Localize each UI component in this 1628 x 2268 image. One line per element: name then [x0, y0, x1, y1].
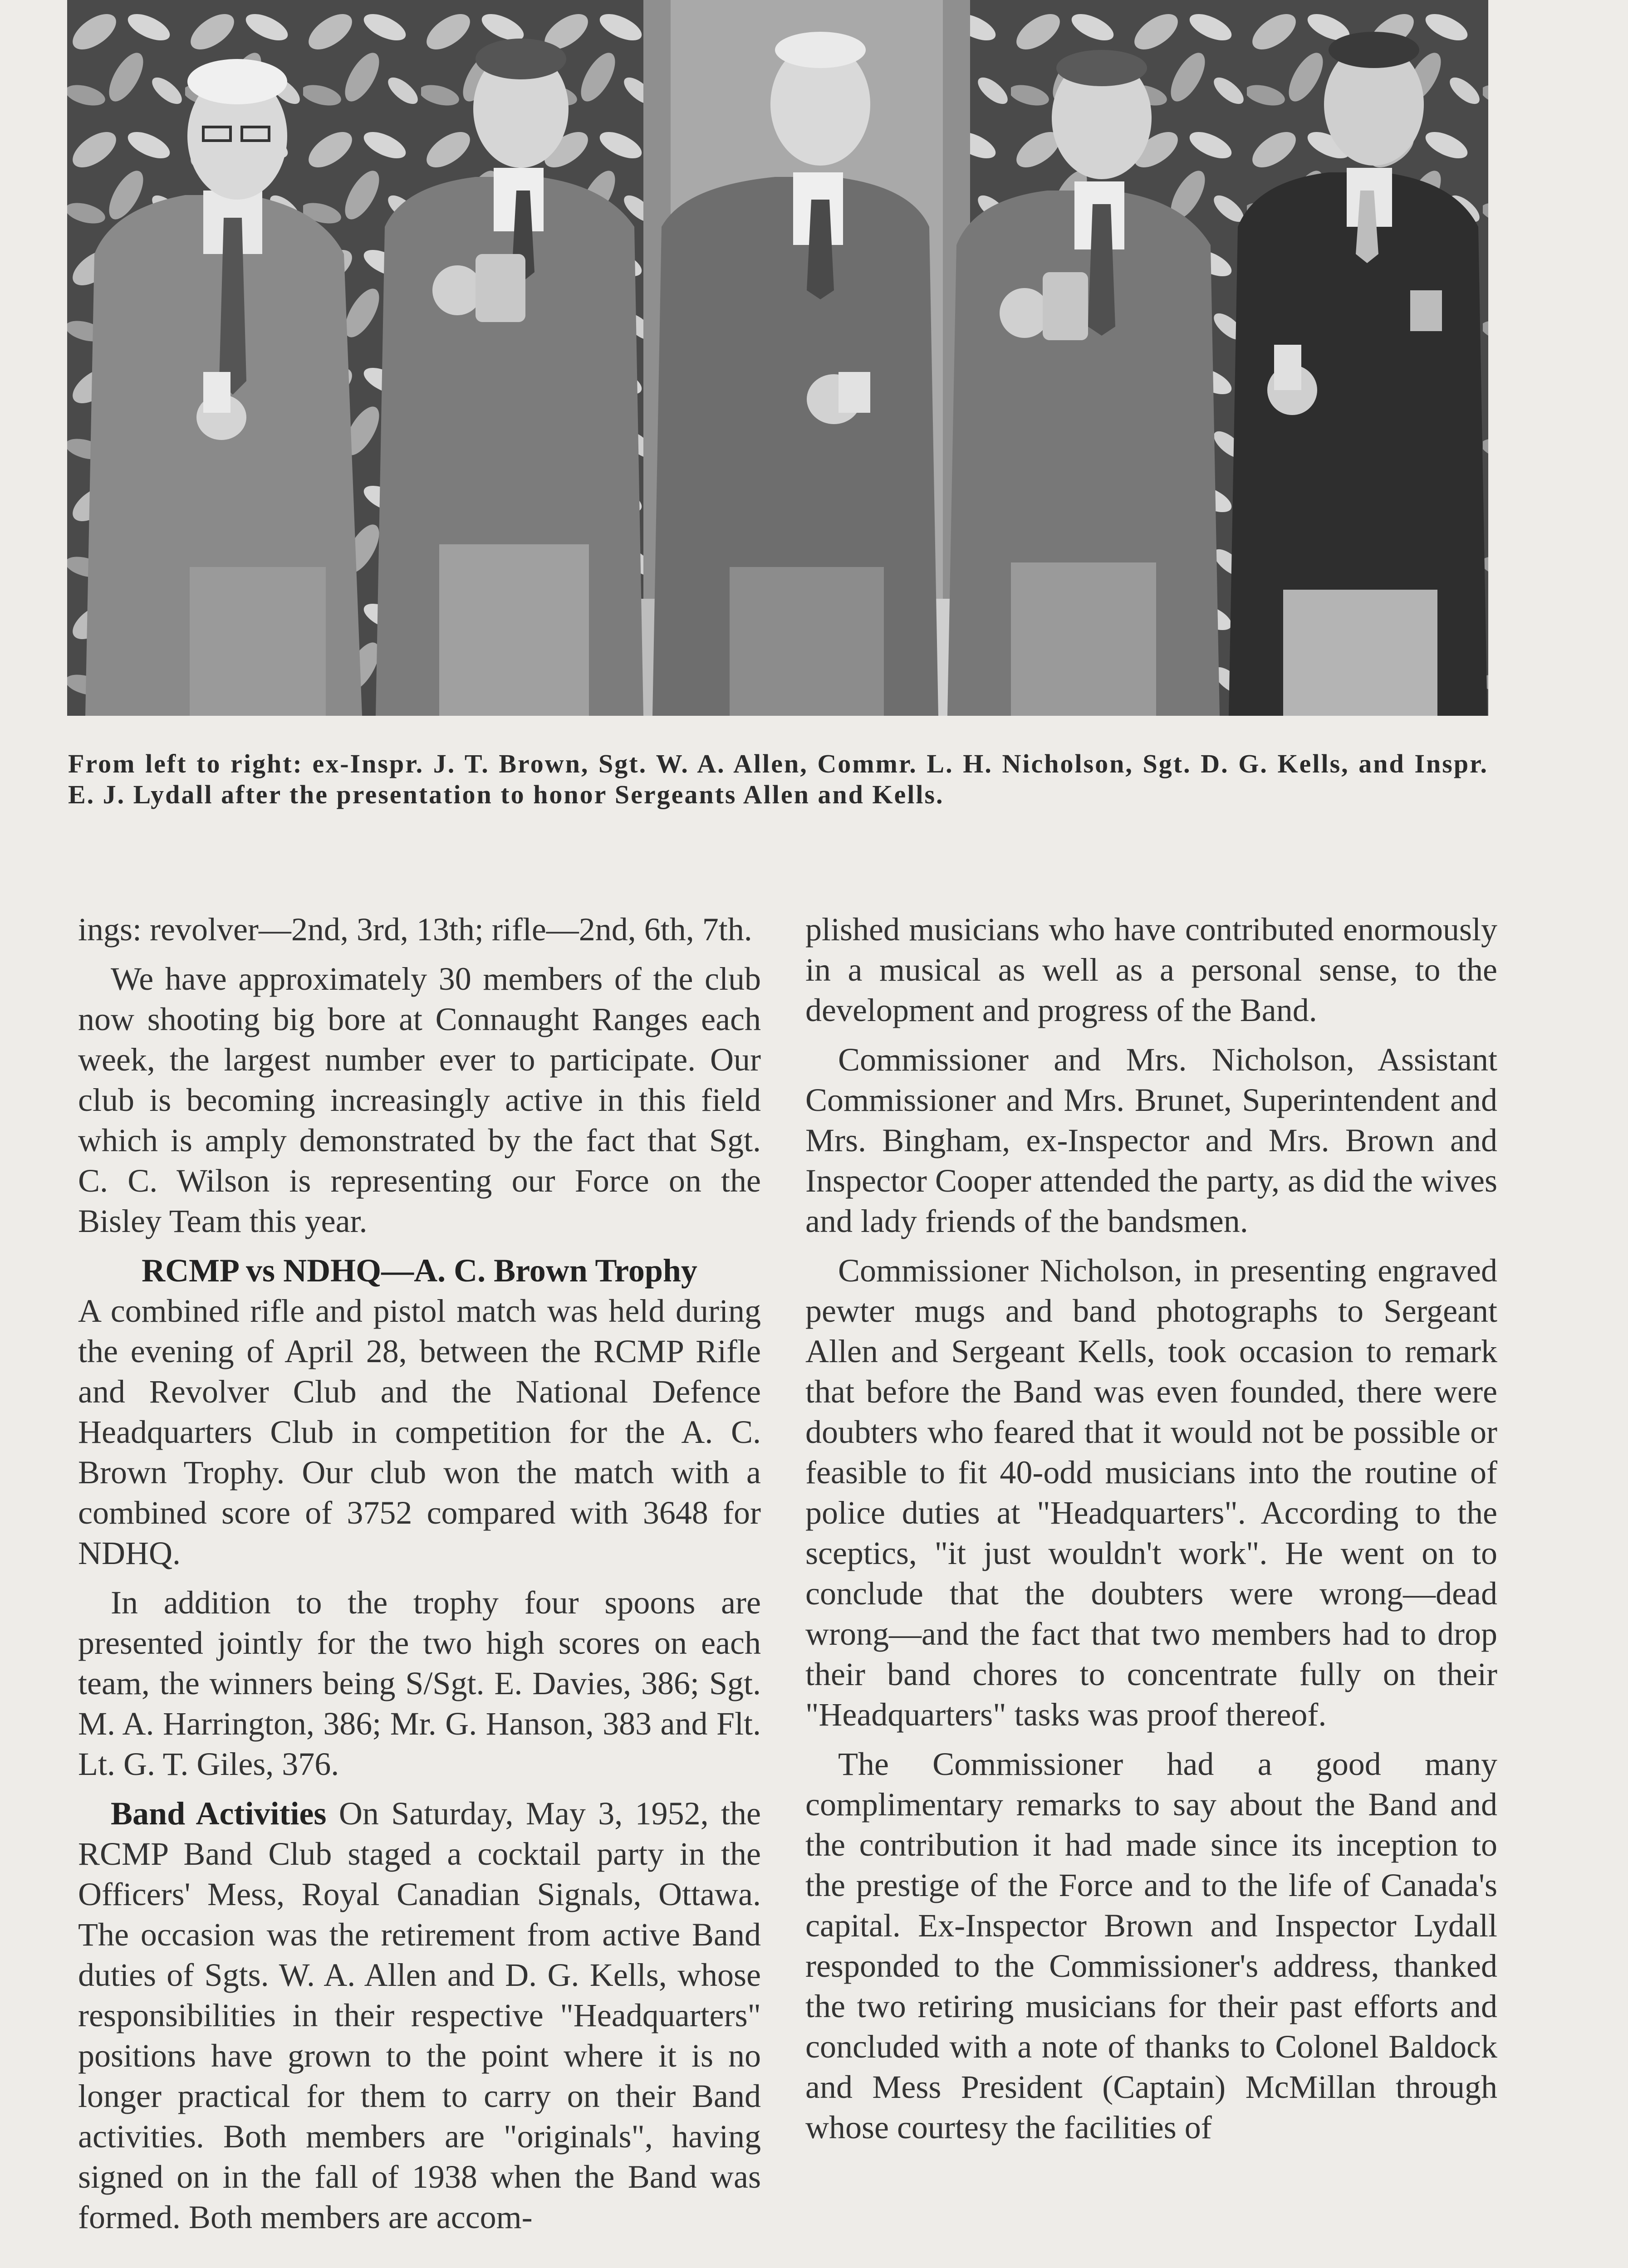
section-heading: RCMP vs NDHQ—A. C. Brown Trophy — [142, 1252, 697, 1289]
paragraph: Commissioner and Mrs. Nicholson, Assistant Commissioner and Mrs. Brunet, Superintendent and Mrs. Bingham, ex-Inspector and Mrs. Brown and Inspector Cooper attended the party, as did the wives and lady friends of the bandsmen. — [805, 1041, 1497, 1239]
paragraph: In addition to the trophy four spoons are presented jointly for the two high scores on each team, the winners being S/Sgt. E. Davies, 386; Sgt. M. A. Harrington, 386; Mr. G. Hanson, 383 and Flt. Lt. G. T. Giles, 376. — [78, 1584, 761, 1782]
paragraph: A combined rifle and pistol match was held during the evening of April 28, between the RCMP Rifle and Revolver Club and the National Defence Headquarters Club in competition for the A. C. Brown Trophy. Our club won the match with a combined score of 3752 compared with 3648 for NDHQ. — [78, 1293, 761, 1571]
paragraph: ings: revolver—2nd, 3rd, 13th; rifle—2nd, 6th, 7th. — [78, 911, 752, 948]
group-photo — [67, 0, 1488, 716]
left-column — [78, 909, 761, 2247]
paragraph-text: On Saturday, May 3, 1952, the RCMP Band Club staged a cocktail party in the Officers' Mess, Royal Canadian Signals, Ottawa. The occasion was the retirement from active Band duties of Sgts. W. A. Allen and D. G. Kells, whose responsibilities in their respective "Headquarters" positions have grown to the point where it is no longer practical for them to carry on their Band activities. Both members are "originals", having signed on in the fall of 1938 when the Band was formed. Both members are accom- — [78, 1795, 761, 2235]
section-heading: Band Activities — [111, 1795, 327, 1832]
paragraph: Commissioner Nicholson, in presenting engraved pewter mugs and band photographs to Sergeant Allen and Sergeant Kells, took occasion to remark that before the Band was even founded, there were doubters who feared that it would not be possible or feasible to fit 40-odd musicians into the routine of police duties at "Headquarters". According to the sceptics, "it just wouldn't work". He went on to conclude that the doubters were wrong—dead wrong—and the fact that two members had to drop their band chores to concentrate fully on their "Headquarters" tasks was proof thereof. — [805, 1252, 1497, 1733]
paragraph: The Commissioner had a good many complimentary remarks to say about the Band and the contribution it had made since its inception to the prestige of the Force and to the life of Canada's capital. Ex-Inspector Brown and Inspector Lydall responded to the Commissioner's address, thanked the two retiring musicians for their past efforts and concluded with a note of thanks to Colonel Baldock and Mess President (Captain) McMillan through whose courtesy the facilities of — [805, 1746, 1497, 2146]
right-column — [805, 909, 1497, 2157]
paragraph: We have approximately 30 members of the club now shooting big bore at Connaught Ranges each week, the largest number ever to participate. Our club is becoming increasingly active in this field which is amply demonstrated by the fact that Sgt. C. C. Wilson is representing our Force on the Bisley Team this year. — [78, 961, 761, 1239]
paragraph: plished musicians who have contributed enormously in a musical as well as a personal sense, to the development and progress of the Band. — [805, 911, 1497, 1028]
paragraph-band — [78, 1794, 761, 2238]
photo-caption: From left to right: ex-Inspr. J. T. Brown, Sgt. W. A. Allen, Commr. L. H. Nicholson, Sgt. D. G. Kells, and Inspr. E. J. Lydall after the presentation to honor Sergeants Allen and Kells. — [68, 749, 1488, 809]
